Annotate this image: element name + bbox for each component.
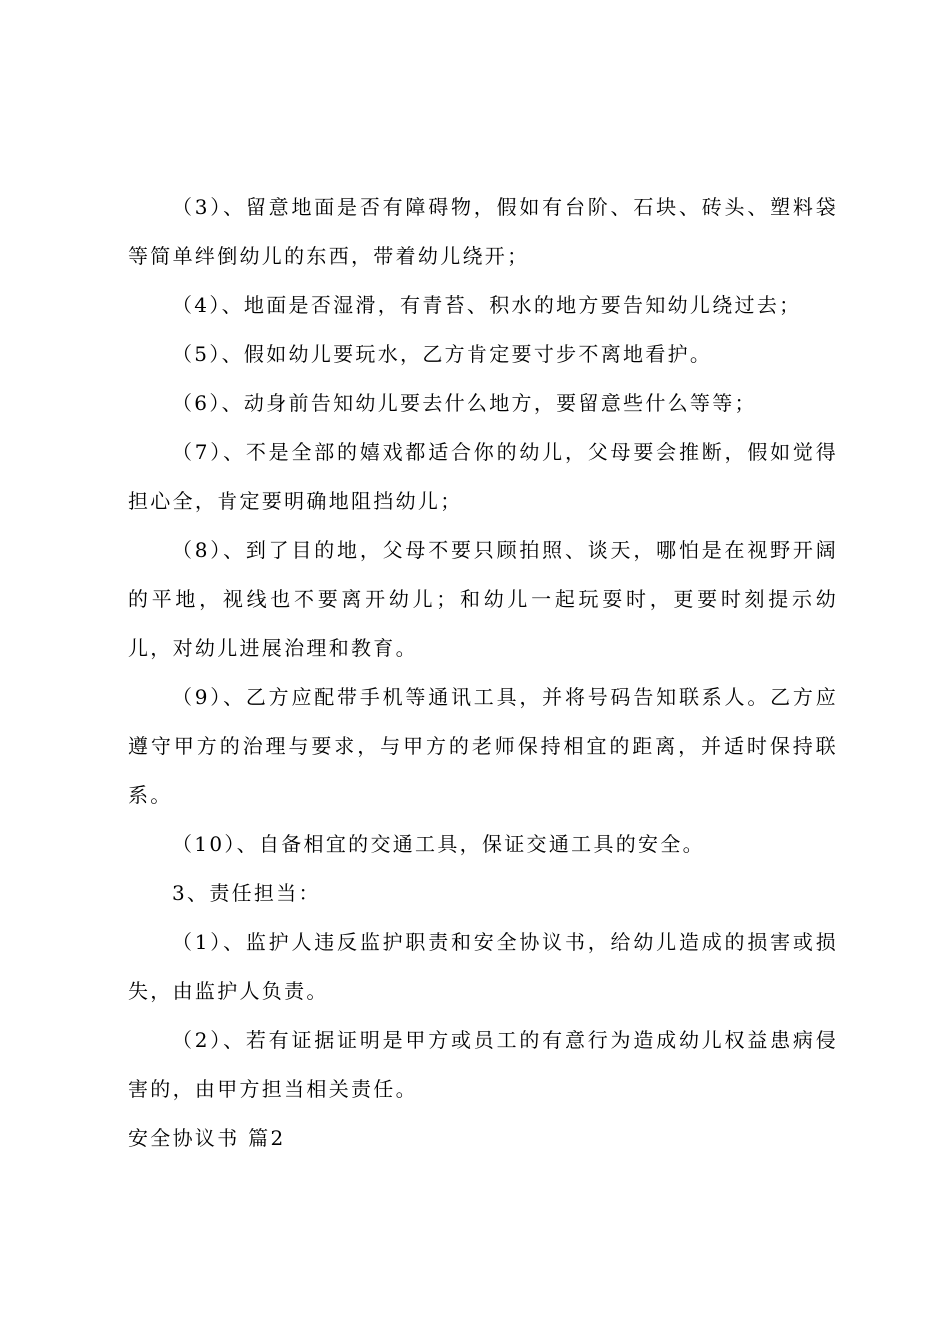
section-3-responsibility: 3、责任担当： bbox=[172, 881, 321, 905]
document-body bbox=[128, 183, 838, 1163]
paragraph-item-3: （3）、留意地面是否有障碍物，假如有台阶、石块、砖头、塑料袋等简单绊倒幼儿的东西，带着幼儿绕开； bbox=[128, 195, 838, 268]
paragraph-item-8: （8）、到了目的地，父母不要只顾拍照、谈天，哪怕是在视野开阔的平地，视线也不要离开幼儿；和幼儿一起玩耍时，更要时刻提示幼儿，对幼儿进展治理和教育。 bbox=[128, 538, 838, 660]
responsibility-item-1: （1）、监护人违反监护职责和安全协议书，给幼儿造成的损害或损失，由监护人负责。 bbox=[128, 930, 838, 1003]
paragraph-item-6: （6）、动身前告知幼儿要去什么地方，要留意些什么等等； bbox=[172, 391, 757, 415]
paragraph-item-9: （9）、乙方应配带手机等通讯工具，并将号码告知联系人。乙方应遵守甲方的治理与要求，与甲方的老师保持相宜的距离，并适时保持联系。 bbox=[128, 685, 838, 807]
paragraph-item-10: （10）、自备相宜的交通工具，保证交通工具的安全。 bbox=[172, 832, 705, 856]
paragraph-item-4: （4）、地面是否湿滑，有青苔、积水的地方要告知幼儿绕过去； bbox=[172, 293, 802, 317]
paragraph-item-5: （5）、假如幼儿要玩水，乙方肯定要寸步不离地看护。 bbox=[172, 342, 713, 366]
responsibility-item-2: （2）、若有证据证明是甲方或员工的有意行为造成幼儿权益患病侵害的，由甲方担当相关责任。 bbox=[128, 1028, 838, 1101]
paragraph-item-7: （7）、不是全部的嬉戏都适合你的幼儿，父母要会推断，假如觉得担心全，肯定要明确地阻挡幼儿； bbox=[128, 440, 838, 513]
section-heading: 安全协议书 篇2 bbox=[128, 1126, 286, 1150]
